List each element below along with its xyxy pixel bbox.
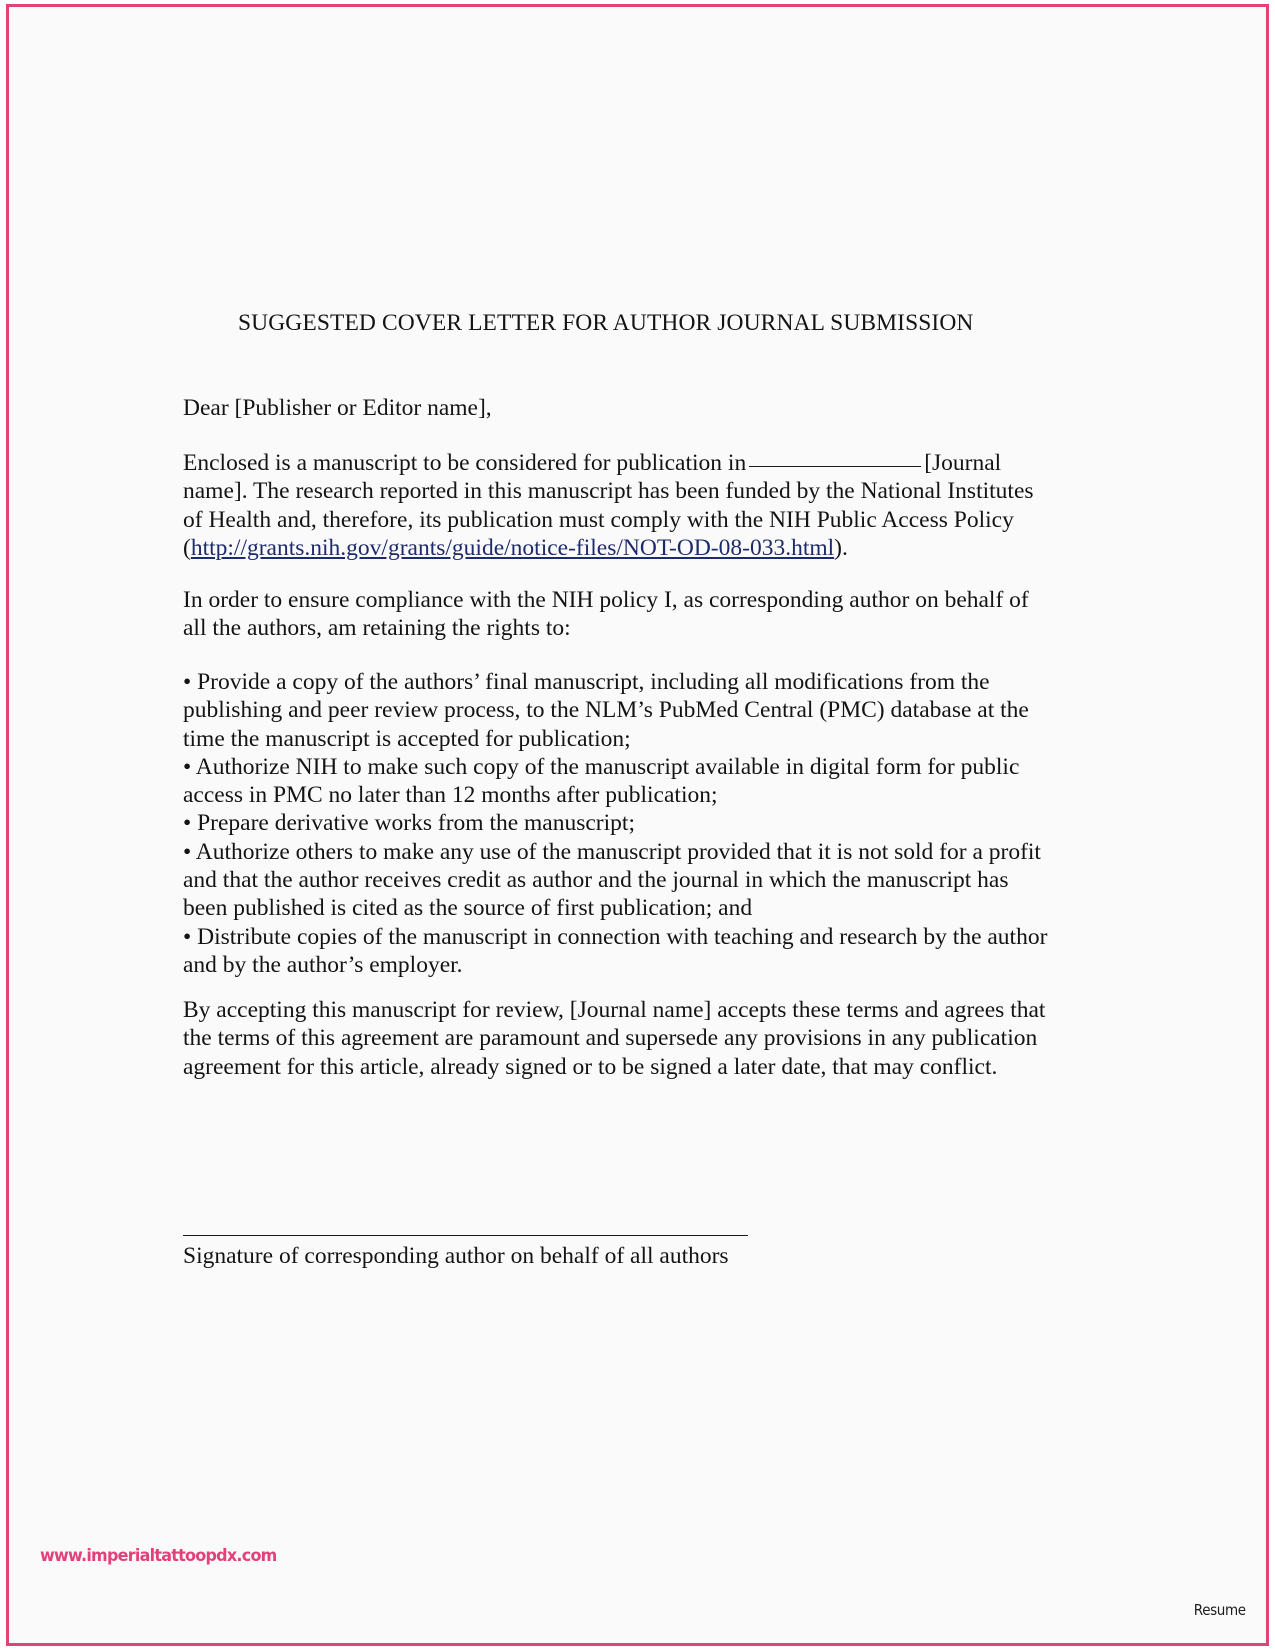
list-item: • Provide a copy of the authors’ final manuscript, including all modifications from the publishing and peer review process, to the NLM’s PubMed Central (PMC) database at the time the manuscript is accepted for publication; (183, 669, 1029, 752)
signature-caption: Signature of corresponding author on behalf of all authors (183, 1243, 729, 1269)
nih-policy-link[interactable]: http://grants.nih.gov/grants/guide/notice-files/NOT-OD-08-033.html (190, 534, 835, 561)
list-item: • Authorize others to make any use of the manuscript provided that it is not sold for a profit and that the author receives credit as author and the journal in which the manuscript has been published is cited as the source of first publication; and (183, 838, 1041, 922)
paragraph-enclosed (183, 449, 1049, 562)
page-title: SUGGESTED COVER LETTER FOR AUTHOR JOURNAL SUBMISSION (238, 310, 974, 336)
list-item: • Distribute copies of the manuscript in connection with teaching and research by the author and by the author’s employer. (183, 923, 1048, 978)
site-watermark[interactable]: www.imperialtattoopdx.com (40, 1546, 277, 1566)
paragraph-acceptance: By accepting this manuscript for review, [Journal name] accepts these terms and agrees that the terms of this agreement are paramount and supersede any provisions in any publication agreement for this article, already signed or to be signed a later date, that may conflict. (183, 997, 1046, 1080)
enclosed-after-blank: [Journal name]. The research reported in this manuscript has been funded by the National Institutes of Health and, therefore, its publication must comply with the NIH Public Access Policy ( (183, 450, 1034, 561)
list-item: • Prepare derivative works from the manuscript; (183, 810, 635, 837)
enclosed-tail: ). (834, 534, 848, 561)
enclosed-lead: Enclosed is a manuscript to be considered for publication in (183, 450, 747, 476)
page-canvas (9, 7, 1266, 1643)
paragraph-compliance: In order to ensure compliance with the NIH policy I, as corresponding author on behalf of all the authors, am retaining the rights to: (183, 587, 1029, 642)
footer-label: Resume (1194, 1601, 1246, 1619)
salutation: Dear [Publisher or Editor name], (183, 395, 492, 421)
rights-bullet-list (183, 668, 1049, 979)
page-frame (6, 4, 1269, 1646)
journal-name-blank[interactable] (749, 466, 921, 467)
signature-rule (183, 1235, 748, 1236)
list-item: • Authorize NIH to make such copy of the manuscript available in digital form for public access in PMC no later than 12 months after publication; (183, 753, 1020, 809)
